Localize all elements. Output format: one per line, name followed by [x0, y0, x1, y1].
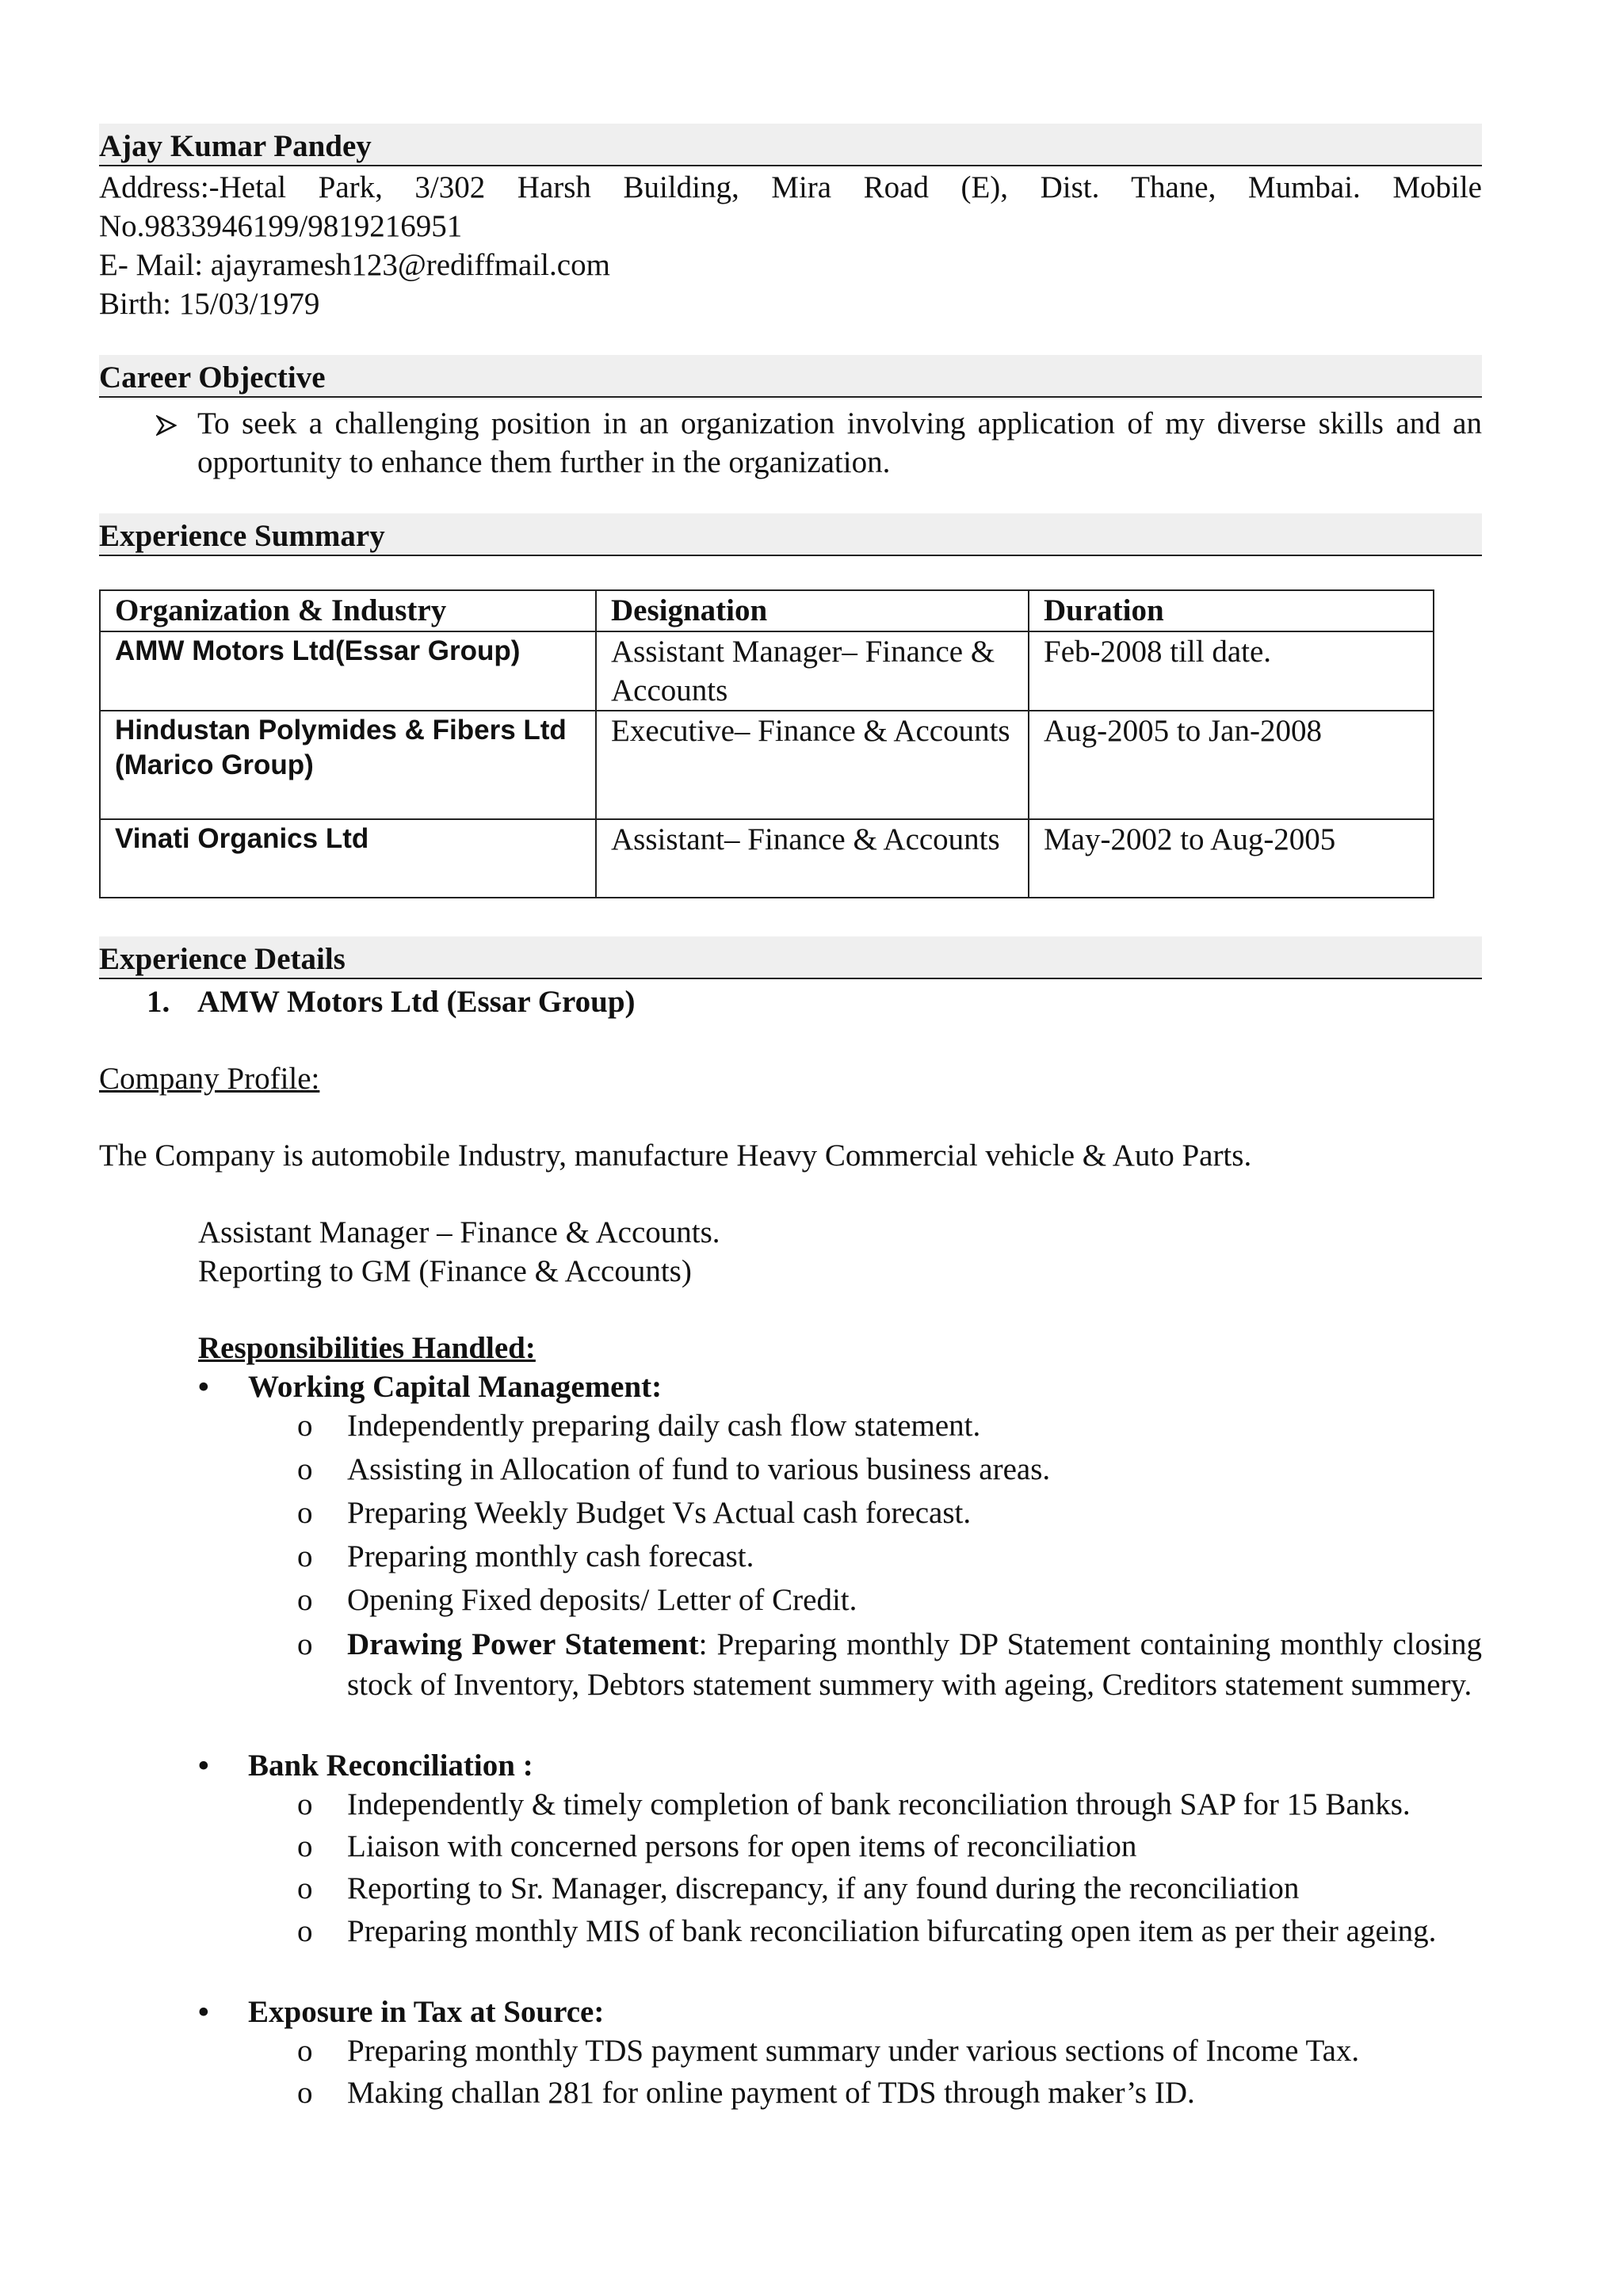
list-item: o Assisting in Allocation of fund to various business areas.	[297, 1450, 1482, 1489]
list-item: o Independently & timely completion of bank reconciliation through SAP for 15 Banks.	[297, 1785, 1482, 1824]
address-line-2: No.9833946199/9819216951	[99, 209, 463, 243]
experience-details-heading: Experience Details	[99, 936, 1482, 979]
circle-bullet-icon: o	[297, 1452, 313, 1486]
role-line: Assistant Manager – Finance & Accounts.	[198, 1215, 720, 1249]
org-cell: Hindustan Polymides & Fibers Ltd (Marico Group)	[100, 711, 596, 819]
circle-bullet-icon: o	[297, 1409, 313, 1443]
table-header-row	[100, 590, 1434, 631]
experience-summary-heading: Experience Summary	[99, 513, 1482, 556]
list-item: o Preparing monthly cash forecast.	[297, 1537, 1482, 1576]
list-item: o Preparing Weekly Budget Vs Actual cash forecast.	[297, 1493, 1482, 1532]
list-item: o Drawing Power Statement: Preparing monthly DP Statement containing monthly closing stock of Inventory, Debtors statement summery with ageing, Creditors statement summery.	[297, 1624, 1482, 1705]
bullet-icon: •	[198, 1995, 209, 2029]
column-header: Duration	[1029, 590, 1434, 631]
career-objective-text: To seek a challenging position in an organization involving application of my diverse skills and an opportunity to enhance them further in the organization.	[197, 406, 1482, 479]
list-item: o Independently preparing daily cash flow statement.	[297, 1406, 1482, 1445]
bullet-icon: •	[198, 1749, 209, 1783]
duration-cell: May-2002 to Aug-2005	[1029, 819, 1434, 898]
circle-bullet-icon: o	[297, 2076, 313, 2110]
list-item: o Reporting to Sr. Manager, discrepancy, if any found during the reconciliation	[297, 1869, 1482, 1908]
career-objective-heading: Career Objective	[99, 355, 1482, 398]
reporting-line: Reporting to GM (Finance & Accounts)	[198, 1254, 692, 1288]
table-row	[100, 711, 1434, 819]
responsibility-group-title: • Exposure in Tax at Source:	[198, 1993, 1482, 2031]
responsibilities-label: Responsibilities Handled:	[198, 1331, 536, 1365]
column-header: Designation	[596, 590, 1029, 631]
address-line-1: Address:-Hetal Park, 3/302 Harsh Building, Mira Road (E), Dist. Thane, Mumbai. Mobile	[99, 170, 1482, 204]
responsibility-group-title: • Bank Reconciliation :	[198, 1746, 1482, 1785]
circle-bullet-icon: o	[297, 1627, 313, 1661]
company-heading	[147, 982, 1482, 1021]
list-item: o Making challan 281 for online payment of TDS through maker’s ID.	[297, 2073, 1482, 2112]
birth-line: Birth: 15/03/1979	[99, 287, 320, 321]
list-item: o Opening Fixed deposits/ Letter of Credit.	[297, 1581, 1482, 1619]
duration-cell: Feb-2008 till date.	[1029, 631, 1434, 711]
resume-content	[99, 124, 1482, 2112]
list-item: o Preparing monthly MIS of bank reconciliation bifurcating open item as per their ageing.	[297, 1911, 1482, 1951]
circle-bullet-icon: o	[297, 1787, 313, 1821]
circle-bullet-icon: o	[297, 1583, 313, 1617]
column-header: Organization & Industry	[100, 590, 596, 631]
table-row	[100, 631, 1434, 711]
circle-bullet-icon: o	[297, 1914, 313, 1948]
circle-bullet-icon: o	[297, 1539, 313, 1573]
designation-cell: Assistant Manager– Finance & Accounts	[596, 631, 1029, 711]
list-item: o Liaison with concerned persons for open items of reconciliation	[297, 1827, 1482, 1866]
company-name: AMW Motors Ltd (Essar Group)	[197, 985, 636, 1019]
list-item: o Preparing monthly TDS payment summary under various sections of Income Tax.	[297, 2031, 1482, 2070]
circle-bullet-icon: o	[297, 1496, 313, 1530]
responsibility-group-title: • Working Capital Management:	[198, 1367, 1482, 1406]
circle-bullet-icon: o	[297, 2034, 313, 2068]
duration-cell: Aug-2005 to Jan-2008	[1029, 711, 1434, 819]
company-profile-label: Company Profile:	[99, 1062, 320, 1096]
company-profile-text: The Company is automobile Industry, manufacture Heavy Commercial vehicle & Auto Parts.	[99, 1138, 1252, 1173]
bullet-icon: •	[198, 1370, 209, 1404]
table-row	[100, 819, 1434, 898]
org-cell: AMW Motors Ltd(Essar Group)	[100, 631, 596, 711]
arrow-bullet-icon	[156, 404, 197, 482]
org-cell: Vinati Organics Ltd	[100, 819, 596, 898]
career-objective-item	[156, 404, 1482, 482]
circle-bullet-icon: o	[297, 1871, 313, 1905]
circle-bullet-icon: o	[297, 1829, 313, 1863]
candidate-name: Ajay Kumar Pandey	[99, 124, 1482, 166]
email-line: E- Mail: ajayramesh123@rediffmail.com	[99, 248, 610, 282]
experience-summary-table	[99, 589, 1434, 898]
designation-cell: Assistant– Finance & Accounts	[596, 819, 1029, 898]
item-number: 1.	[147, 985, 170, 1019]
designation-cell: Executive– Finance & Accounts	[596, 711, 1029, 819]
